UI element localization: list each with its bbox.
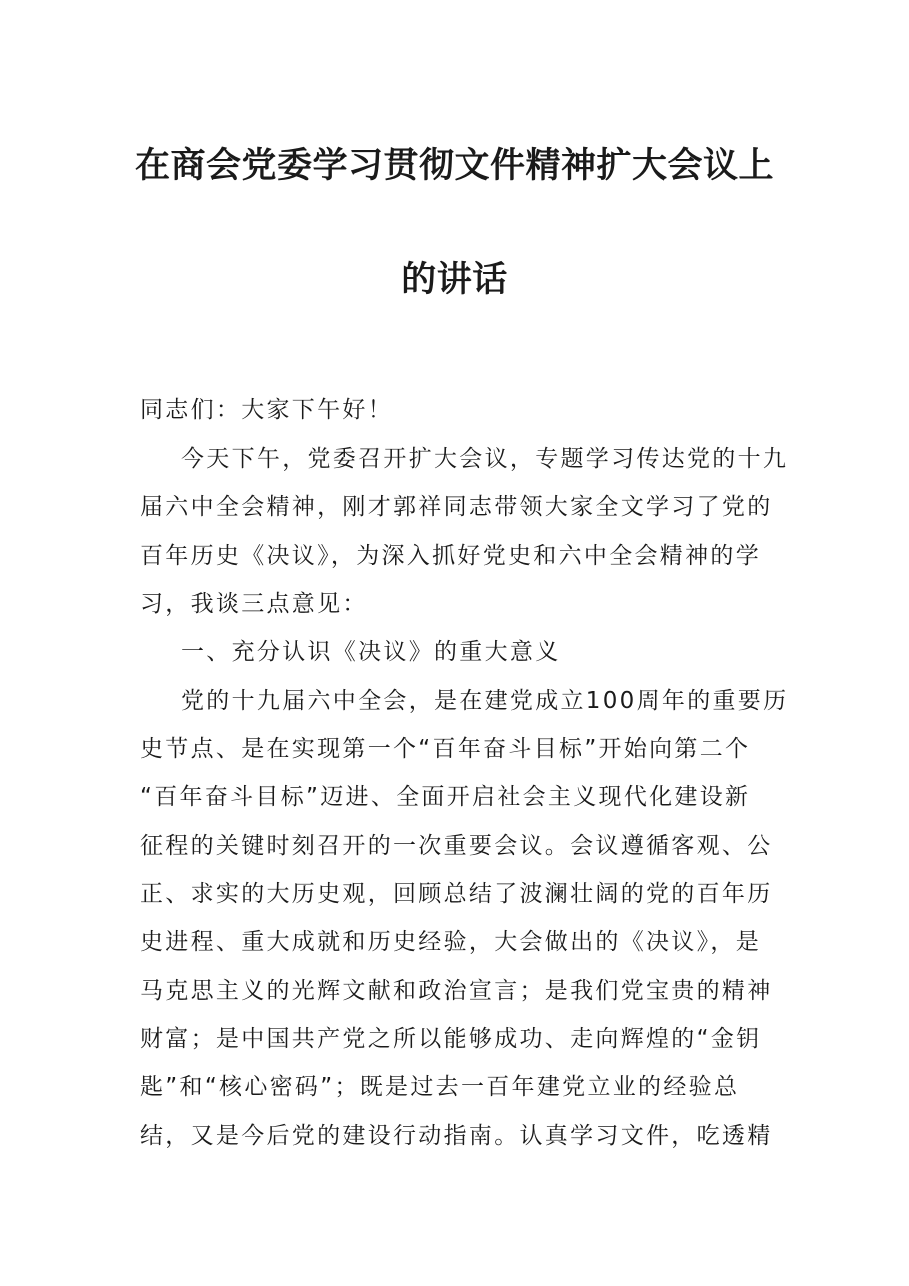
body-line-11: 史进程、重大成就和历史经验，大会做出的《决议》，是 — [140, 929, 761, 955]
body-line-6: 党的十九届六中全会，是在建党成立100周年的重要历 — [181, 688, 789, 714]
document-title-line-1: 在商会党委学习贯彻文件精神扩大会议上 — [134, 145, 774, 186]
body-line-2: 届六中全会精神，刚才郭祥同志带领大家全文学习了党的 — [140, 494, 773, 520]
body-line-15: 结，又是今后党的建设行动指南。认真学习文件，吃透精 — [140, 1123, 773, 1149]
body-line-10: 正、求实的大历史观，回顾总结了波澜壮阔的党的百年历 — [140, 881, 773, 907]
document-title-line-2: 的讲话 — [401, 259, 508, 300]
body-line-8: “百年奋斗目标”迈进、全面开启社会主义现代化建设新 — [140, 784, 751, 810]
body-line-4: 习，我谈三点意见： — [140, 591, 368, 617]
body-line-3: 百年历史《决议》，为深入抓好党史和六中全会精神的学 — [140, 543, 761, 569]
body-line-1: 今天下午，党委召开扩大会议，专题学习传达党的十九 — [181, 446, 789, 472]
section-heading-1: 一、充分认识《决议》的重大意义 — [181, 639, 561, 665]
body-line-14: 匙”和“核心密码”；既是过去一百年建党立业的经验总 — [140, 1074, 740, 1100]
body-line-13: 财富；是中国共产党之所以能够成功、走向辉煌的“金钥 — [140, 1026, 762, 1052]
body-line-12: 马克思主义的光辉文献和政治宣言；是我们党宝贵的精神 — [140, 978, 773, 1004]
greeting-line: 同志们：大家下午好！ — [140, 397, 393, 423]
body-line-9: 征程的关键时刻召开的一次重要会议。会议遵循客观、公 — [140, 833, 773, 859]
body-line-7: 史节点、是在实现第一个“百年奋斗目标”开始向第二个 — [140, 736, 751, 762]
